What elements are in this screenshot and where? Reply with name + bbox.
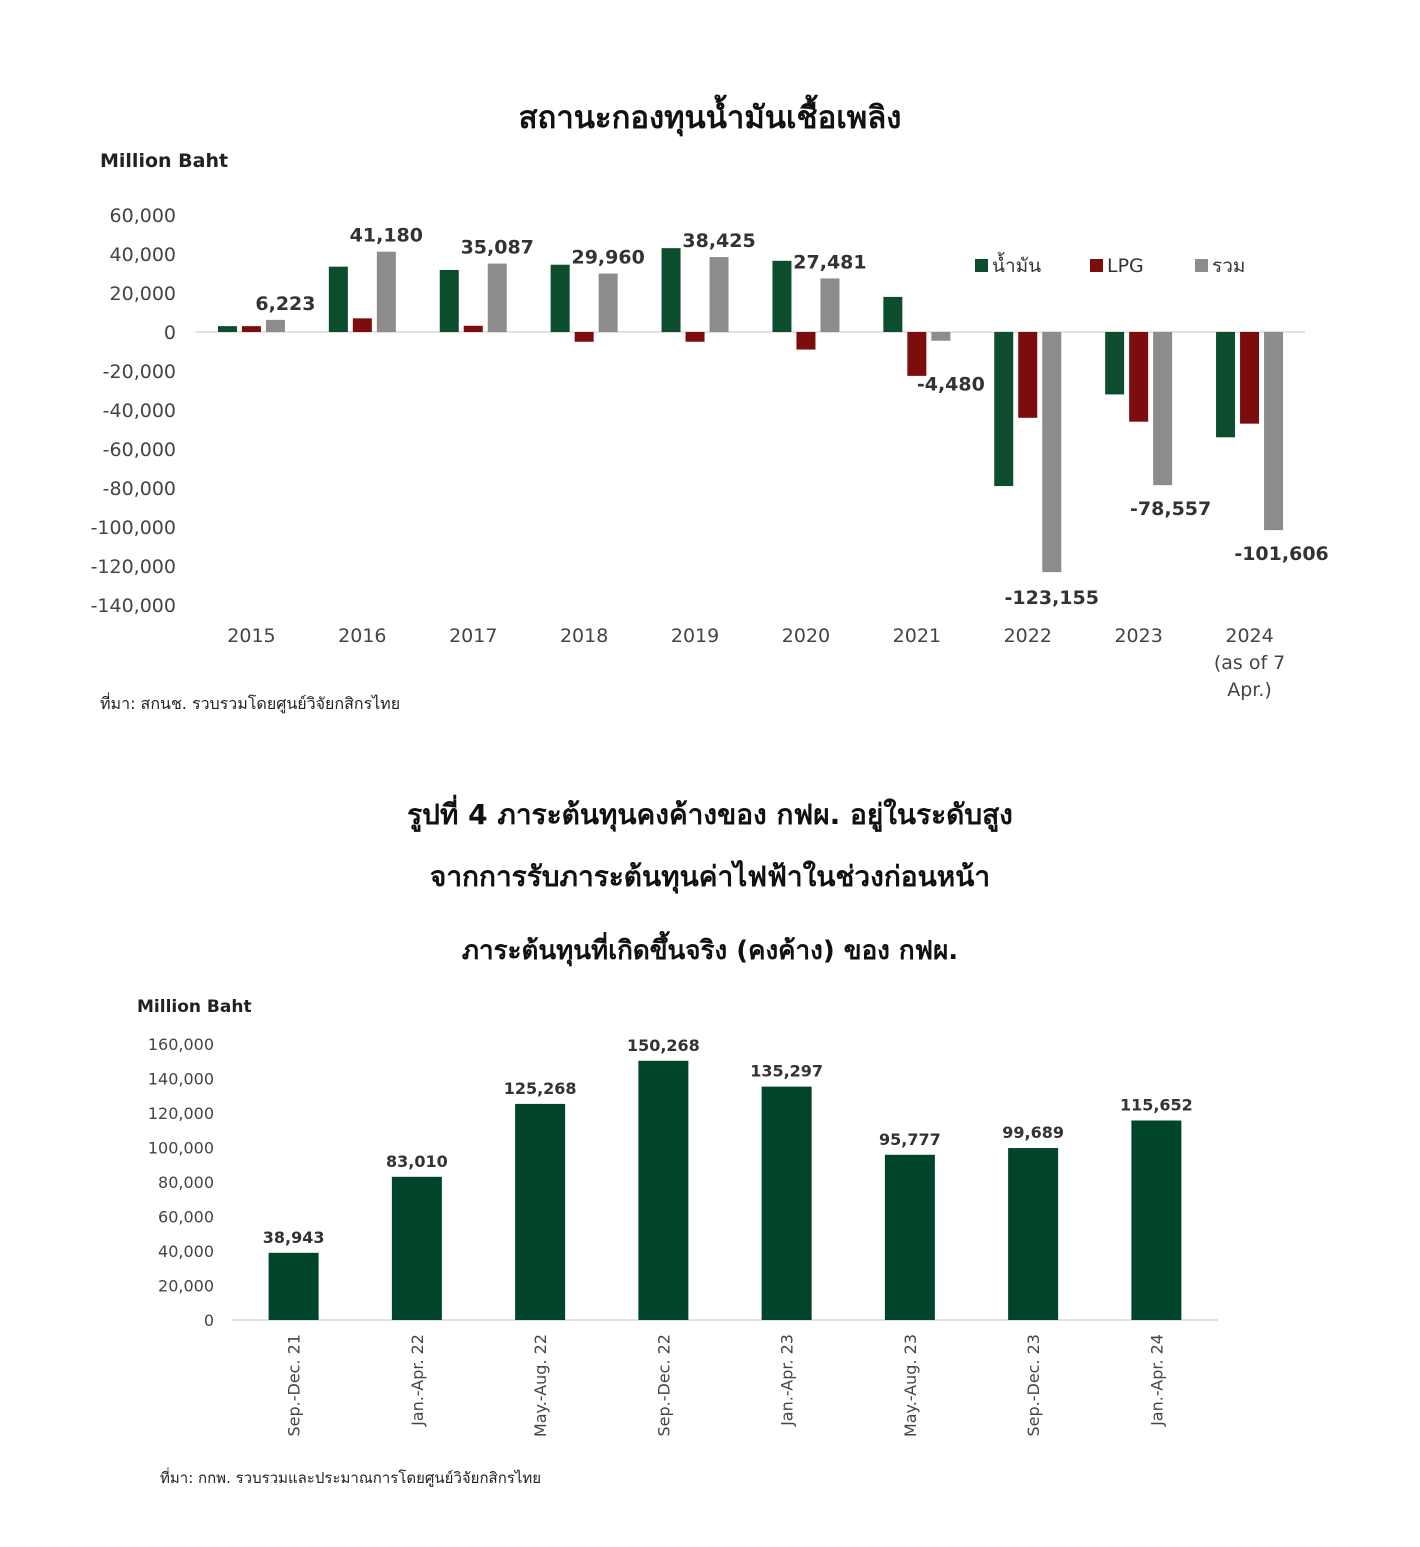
chart1-x-tick-label: 2023 xyxy=(1114,625,1163,647)
chart2-unit-label: Million Baht xyxy=(137,997,252,1017)
chart2-y-tick-label: 80,000 xyxy=(158,1173,214,1192)
chart1-y-tick-label: -20,000 xyxy=(102,361,176,383)
chart2-y-tick-label: 0 xyxy=(203,1311,214,1330)
chart1-x-tick-label: 2016 xyxy=(338,625,387,647)
chart1-bar-oil-2023 xyxy=(1105,332,1124,394)
chart1-bar-lpg-2016 xyxy=(353,318,372,332)
chart1-bar-lpg-2021 xyxy=(907,332,926,376)
chart1-x-tick-label: 2017 xyxy=(449,625,498,647)
chart1-unit-label: Million Baht xyxy=(100,150,229,172)
chart2-x-tick-label: Sep.-Dec. 23 xyxy=(1024,1334,1044,1437)
chart1-y-axis xyxy=(91,205,176,617)
chart1-legend-swatch-total xyxy=(1195,259,1208,272)
chart1-y-tick-label: 20,000 xyxy=(109,283,176,305)
chart1-legend-swatch-lpg xyxy=(1090,259,1103,272)
chart2-data-label-4: 135,297 xyxy=(750,1061,824,1081)
chart1-x-axis xyxy=(227,625,1285,701)
chart1-x-tick-label: 2018 xyxy=(559,625,609,647)
chart2-bar-4 xyxy=(762,1087,812,1320)
chart1-x-tick-label: 2022 xyxy=(1003,625,1052,647)
chart2-bar-1 xyxy=(392,1177,442,1320)
chart1-y-tick-label: 60,000 xyxy=(109,205,176,227)
chart1-bar-oil-2017 xyxy=(440,270,459,332)
chart2-bar-6 xyxy=(1008,1148,1058,1320)
chart2-data-label-2: 125,268 xyxy=(503,1078,577,1098)
chart1-y-tick-label: -40,000 xyxy=(102,400,176,422)
chart1-legend-label-oil: น้ำมัน xyxy=(992,255,1042,277)
chart1-data-label-2022: -123,155 xyxy=(1004,587,1099,610)
chart1-bar-oil-2021 xyxy=(883,297,902,332)
chart1-bar-total-2016 xyxy=(377,252,396,332)
chart1-bar-lpg-2015 xyxy=(242,326,261,332)
chart1-x-tick-label: 2015 xyxy=(227,625,276,647)
chart1-bar-total-2015 xyxy=(266,320,285,332)
chart2-y-tick-label: 20,000 xyxy=(158,1276,214,1296)
chart1-bar-total-2017 xyxy=(488,264,507,332)
chart1-x-tick-label: 2020 xyxy=(781,625,831,647)
chart1-bar-lpg-2020 xyxy=(796,332,815,350)
chart1-bar-total-2020 xyxy=(820,278,839,332)
chart2-x-tick-label: Jan.-Apr. 22 xyxy=(407,1334,427,1426)
chart2-y-tick-label: 160,000 xyxy=(147,1035,214,1054)
chart2-bar-5 xyxy=(885,1155,935,1320)
chart1-y-tick-label: -140,000 xyxy=(90,595,176,617)
chart2-x-tick-label: Sep.-Dec. 22 xyxy=(654,1334,674,1437)
chart1-y-tick-label: -120,000 xyxy=(90,556,176,578)
chart1-bar-oil-2018 xyxy=(551,265,570,332)
chart1-bar-total-2023 xyxy=(1153,332,1172,485)
chart2-data-label-6: 99,689 xyxy=(1002,1123,1064,1143)
chart2-x-tick-label: May.-Aug. 23 xyxy=(900,1334,920,1438)
chart2-data-label-5: 95,777 xyxy=(879,1129,941,1149)
chart2-x-tick-label: Sep.-Dec. 21 xyxy=(284,1334,304,1437)
chart1-bar-total-2019 xyxy=(710,257,729,332)
chart2-title: ภาระต้นทุนที่เกิดขึ้นจริง (คงค้าง) ของ กฟผ. xyxy=(461,936,959,966)
figure4-title-line1: รูปที่ 4 ภาระต้นทุนคงค้างของ กฟผ. อยู่ในระดับสูง xyxy=(407,798,1013,831)
chart2-y-axis xyxy=(148,1035,214,1330)
chart1-bar-total-2021 xyxy=(931,332,950,341)
chart1-bar-lpg-2017 xyxy=(464,326,483,332)
chart1-legend-label-lpg: LPG xyxy=(1107,255,1144,277)
chart2-data-label-0: 38,943 xyxy=(262,1227,325,1247)
chart1-x-tick-label: (as of 7 xyxy=(1213,652,1286,674)
chart2-y-tick-label: 100,000 xyxy=(147,1138,214,1158)
chart1-bar-lpg-2023 xyxy=(1129,332,1148,422)
chart1-bar-oil-2024 xyxy=(1216,332,1235,437)
chart1-bar-oil-2016 xyxy=(329,267,348,332)
chart1-bars xyxy=(218,248,1283,572)
chart1-data-label-2024: -101,606 xyxy=(1234,543,1329,566)
chart1-x-tick-label: 2021 xyxy=(892,625,942,647)
chart2-bars xyxy=(269,1061,1182,1320)
chart1-x-tick-label: 2019 xyxy=(670,625,720,647)
chart1-bar-oil-2019 xyxy=(662,248,681,332)
chart2-x-tick-label: Jan.-Apr. 24 xyxy=(1147,1334,1167,1426)
chart1-bar-total-2018 xyxy=(599,274,618,332)
chart2-x-tick-label: May.-Aug. 22 xyxy=(531,1334,551,1438)
chart1-data-label-2019: 38,425 xyxy=(682,230,756,253)
chart1-data-label-2018: 29,960 xyxy=(571,246,645,269)
chart1-bar-total-2022 xyxy=(1042,332,1061,572)
chart1-bar-lpg-2022 xyxy=(1018,332,1037,418)
chart2-y-tick-label: 40,000 xyxy=(158,1242,214,1261)
chart2-x-tick-label: Jan.-Apr. 23 xyxy=(777,1334,797,1426)
chart1-legend xyxy=(975,252,1245,277)
chart2-bar-2 xyxy=(515,1104,565,1320)
chart1-y-tick-label: -60,000 xyxy=(102,439,176,461)
chart1-data-label-2023: -78,557 xyxy=(1130,498,1212,521)
chart1-fuel-fund xyxy=(0,190,1420,720)
chart1-data-label-2015: 6,223 xyxy=(255,292,316,315)
chart1-x-tick-label: Apr.) xyxy=(1227,679,1272,701)
chart1-bar-lpg-2024 xyxy=(1240,332,1259,424)
chart1-title: สถานะกองทุนน้ำมันเชื้อเพลิง xyxy=(518,100,902,136)
chart1-y-tick-label: 0 xyxy=(163,322,176,344)
figure4-title-line2: จากการรับภาระต้นทุนค่าไฟฟ้าในช่วงก่อนหน้า xyxy=(429,860,991,893)
chart2-data-label-3: 150,268 xyxy=(626,1035,700,1055)
chart2-source: ที่มา: กกพ. รวบรวมและประมาณการโดยศูนย์วิจัยกสิกรไทย xyxy=(160,1469,542,1487)
chart2-egat-cost xyxy=(0,1025,1420,1465)
chart2-data-label-7: 115,652 xyxy=(1119,1095,1193,1115)
chart1-y-tick-label: -100,000 xyxy=(90,517,176,539)
chart2-y-tick-label: 140,000 xyxy=(147,1069,214,1089)
chart2-x-axis xyxy=(285,1334,1167,1437)
chart2-y-tick-label: 120,000 xyxy=(147,1104,214,1123)
chart2-data-label-1: 83,010 xyxy=(386,1151,448,1171)
chart1-data-label-2017: 35,087 xyxy=(460,236,534,259)
chart1-bar-total-2024 xyxy=(1264,332,1283,530)
chart1-data-label-2016: 41,180 xyxy=(349,224,424,247)
chart1-bar-oil-2022 xyxy=(994,332,1013,486)
chart2-bar-0 xyxy=(269,1253,319,1320)
chart1-source: ที่มา: สกนช. รวบรวมโดยศูนย์วิจัยกสิกรไทย xyxy=(100,694,401,713)
chart2-bar-7 xyxy=(1131,1121,1181,1320)
chart1-bar-oil-2015 xyxy=(218,326,237,332)
chart1-bar-oil-2020 xyxy=(772,261,791,332)
chart1-bar-lpg-2019 xyxy=(686,332,705,342)
chart1-legend-label-total: รวม xyxy=(1212,255,1246,277)
chart1-y-tick-label: 40,000 xyxy=(109,244,176,266)
chart1-y-tick-label: -80,000 xyxy=(102,478,176,500)
chart1-data-label-2021: -4,480 xyxy=(916,373,985,396)
chart2-bar-3 xyxy=(638,1061,688,1320)
chart1-x-tick-label: 2024 xyxy=(1225,625,1274,647)
chart1-legend-swatch-oil xyxy=(975,259,988,272)
chart1-bar-lpg-2018 xyxy=(575,332,594,342)
chart1-data-label-2020: 27,481 xyxy=(793,251,867,274)
chart2-y-tick-label: 60,000 xyxy=(158,1207,214,1227)
